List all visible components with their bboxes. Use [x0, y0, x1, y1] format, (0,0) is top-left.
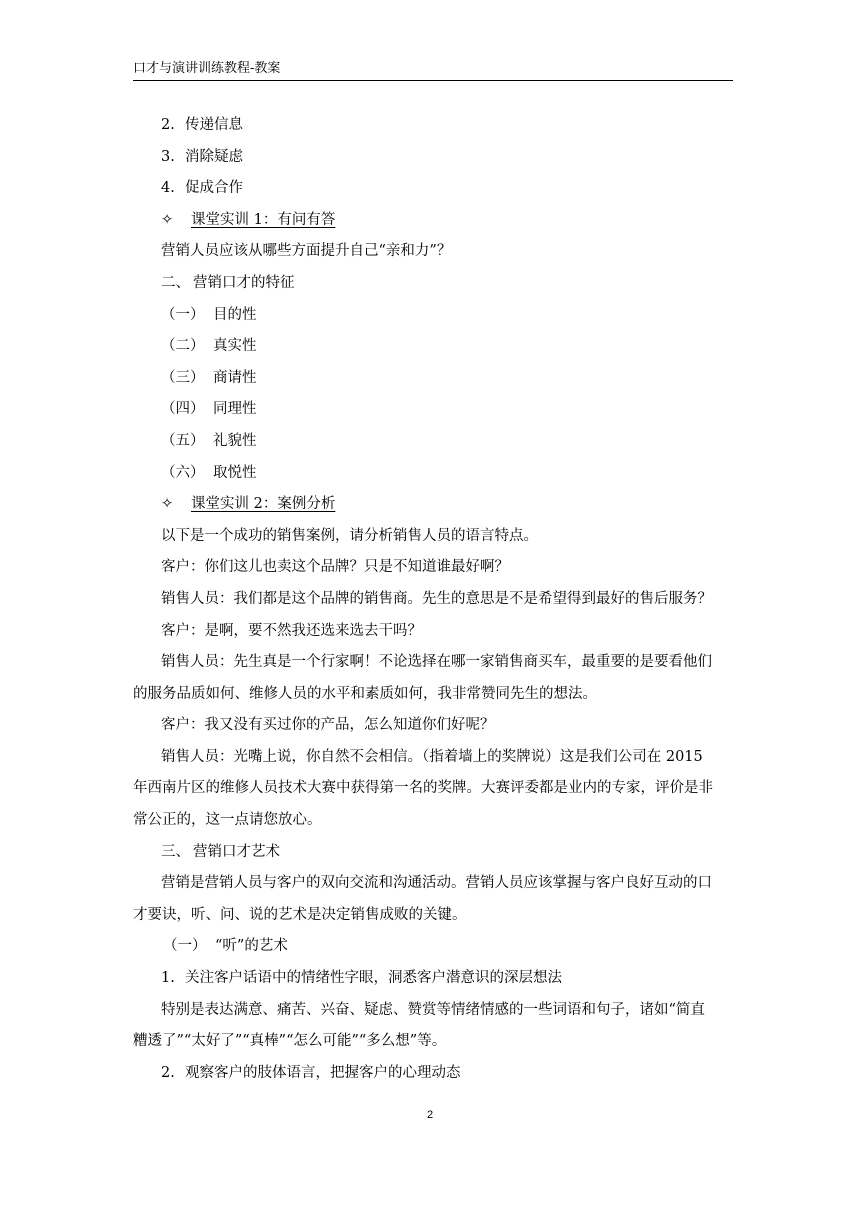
list-item: [133, 963, 733, 995]
list-text: 商请性: [213, 369, 257, 386]
dialogue-line-continued: 年西南片区的维修人员技术大赛中获得第一名的奖牌。大赛评委都是业内的专家，评价是非: [133, 780, 713, 797]
list-text: 关注客户话语中的情绪性字眼，洞悉客户潜意识的深层想法: [185, 970, 562, 987]
practice-label: 课堂实训 1：有问有答: [191, 211, 336, 228]
dialogue-line: 客户：是啊，要不然我还选来选去干吗？: [161, 622, 422, 639]
list-number: 4.: [161, 180, 175, 197]
diamond-bullet-icon: ✧: [161, 211, 174, 228]
diamond-bullet-icon: ✧: [161, 496, 174, 513]
paragraph: 特别是表达满意、痛苦、兴奋、疑虑、赞赏等情绪情感的一些词语和句子，诸如“简直: [161, 1001, 705, 1018]
subsection-number: （一）: [163, 938, 207, 955]
list-item: [133, 142, 733, 174]
section-heading: [133, 837, 733, 869]
list-text: 传递信息: [185, 117, 243, 133]
list-item: [133, 458, 733, 490]
section-number: 三、: [161, 843, 190, 860]
list-number: （二）: [161, 338, 205, 355]
list-item: [133, 1058, 733, 1090]
list-number: 1.: [161, 970, 175, 987]
list-number: 3.: [161, 148, 175, 165]
list-item: [133, 300, 733, 332]
list-number: 2.: [161, 1064, 175, 1081]
paragraph-continued: 糟透了”“太好了”“真棒”“怎么可能”“多么想”等。: [133, 1033, 447, 1050]
list-item: [133, 110, 733, 142]
list-item: [133, 363, 733, 395]
section-heading: [133, 268, 733, 300]
dialogue-line: 销售人员：我们都是这个品牌的销售商。先生的意思是不是希望得到最好的售后服务？: [161, 590, 712, 607]
list-text: 消除疑虑: [185, 148, 243, 165]
list-number: 2.: [161, 117, 175, 133]
page-number: 2: [426, 1109, 434, 1121]
list-item: [133, 173, 733, 205]
list-text: 取悦性: [213, 464, 257, 481]
section-title: 营销口才艺术: [193, 843, 280, 860]
dialogue-line: 客户：你们这儿也卖这个品牌？只是不知道谁最好啊？: [161, 559, 509, 576]
list-item: [133, 426, 733, 458]
header-rule: [133, 80, 733, 81]
list-text: 礼貌性: [213, 432, 257, 449]
paragraph-continued: 才要诀，听、问、说的艺术是决定销售成败的关键。: [133, 906, 467, 923]
practice-label: 课堂实训 2：案例分析: [191, 496, 336, 513]
list-number: （三）: [161, 369, 205, 386]
dialogue-line-continued: 常公正的，这一点请您放心。: [133, 812, 322, 829]
list-number: （一）: [161, 306, 205, 323]
list-number: （五）: [161, 432, 205, 449]
subsection-heading: [133, 931, 733, 963]
section-number: 二、: [161, 274, 190, 291]
list-text: 同理性: [213, 401, 257, 418]
list-text: 真实性: [213, 338, 257, 355]
list-item: [133, 394, 733, 426]
dialogue-line: 客户：我又没有买过你的产品，怎么知道你们好呢？: [161, 717, 495, 734]
paragraph: 以下是一个成功的销售案例，请分析销售人员的语言特点。: [161, 527, 538, 544]
paragraph: 营销是营销人员与客户的双向交流和沟通活动。营销人员应该掌握与客户良好互动的口: [161, 875, 712, 892]
list-number: （六）: [161, 464, 205, 481]
list-text: 促成合作: [185, 180, 243, 197]
dialogue-line: 销售人员：先生真是一个行家啊！不论选择在哪一家销售商买车，最重要的是要看他们: [161, 654, 712, 671]
list-text: 目的性: [213, 306, 257, 323]
list-text: 观察客户的肢体语言，把握客户的心理动态: [185, 1064, 461, 1081]
section-title: 营销口才的特征: [193, 274, 295, 291]
paragraph: 营销人员应该从哪些方面提升自己“亲和力”？: [161, 243, 452, 260]
document-body: [133, 110, 733, 1089]
practice-heading: [133, 205, 733, 237]
practice-heading: [133, 489, 733, 521]
list-item: [133, 331, 733, 363]
subsection-title: “听”的艺术: [215, 938, 288, 955]
dialogue-line-continued: 的服务品质如何、维修人员的水平和素质如何，我非常赞同先生的想法。: [133, 685, 597, 702]
running-header: 口才与演讲训练教程-教案: [133, 61, 281, 76]
dialogue-line: 销售人员：光嘴上说，你自然不会相信。（指着墙上的奖牌说）这是我们公司在 2015: [161, 748, 703, 765]
list-number: （四）: [161, 401, 205, 418]
